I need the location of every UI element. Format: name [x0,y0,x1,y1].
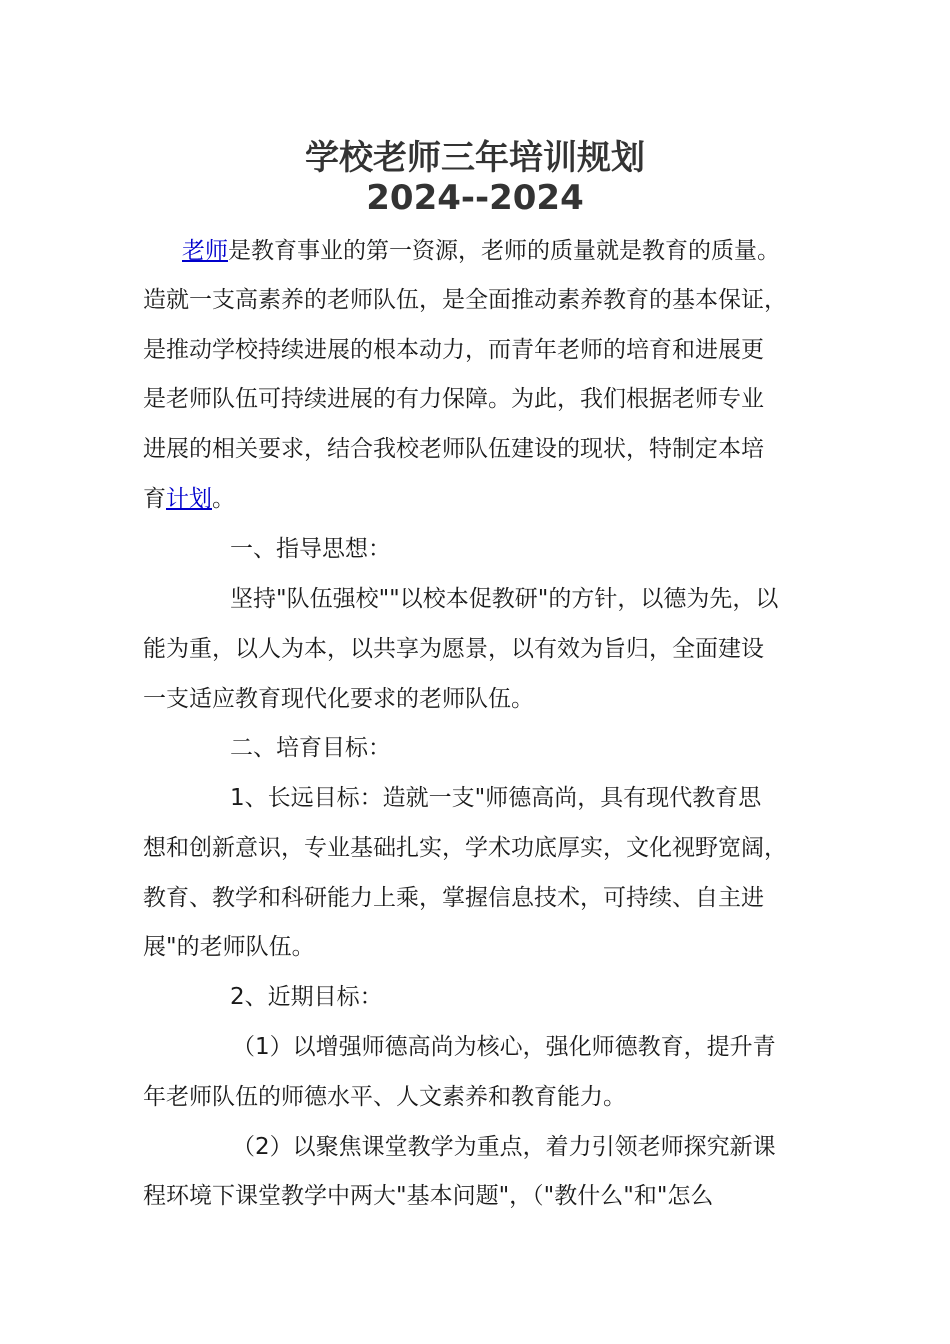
goal-2-heading: 2、近期目标： [230,984,383,1010]
section-1-line-2: 能为重，以人为本，以共享为愿景，以有效为旨归，全面建设 [143,636,764,662]
point-1-line-1: （1）以增强师德高尚为核心，强化师德教育，提升青 [232,1034,776,1060]
intro-line-1-text: 是教育事业的第一资源，老师的质量就是教育的质量。 [228,238,780,264]
intro-line-6 [143,484,235,514]
goal-1-line-1: 1、长远目标：造就一支"师德高尚，具有现代教育思 [230,785,762,811]
goal-1-line-4: 展"的老师队伍。 [143,934,315,960]
intro-line-6-pre: 育 [143,486,166,512]
teacher-link[interactable]: 老师 [182,238,228,264]
intro-line-4: 是老师队伍可持续进展的有力保障。为此，我们根据老师专业 [143,386,764,412]
doc-title: 学校老师三年培训规划 [305,138,645,178]
section-1-line-3: 一支适应教育现代化要求的老师队伍。 [143,686,534,712]
point-2-line-2: 程环境下课堂教学中两大"基本问题"，（"教什么"和"怎么 [143,1183,714,1209]
section-2-heading: 二、培育目标： [230,735,391,761]
plan-link[interactable]: 计划 [166,486,212,512]
goal-1-line-2: 想和创新意识，专业基础扎实，学术功底厚实，文化视野宽阔， [143,835,787,861]
intro-line-6-post: 。 [212,486,235,512]
intro-line-1 [182,236,780,266]
intro-line-3: 是推动学校持续进展的根本动力，而青年老师的培育和进展更 [143,337,764,363]
intro-line-2: 造就一支高素养的老师队伍，是全面推动素养教育的基本保证， [143,287,787,313]
intro-line-5: 进展的相关要求，结合我校老师队伍建设的现状，特制定本培 [143,436,764,462]
section-1-heading: 一、指导思想： [230,536,391,562]
section-1-line-1: 坚持"队伍强校""以校本促教研"的方针，以德为先，以 [230,586,779,612]
point-2-line-1: （2）以聚焦课堂教学为重点，着力引领老师探究新课 [232,1134,776,1160]
goal-1-line-3: 教育、教学和科研能力上乘，掌握信息技术，可持续、自主进 [143,885,764,911]
doc-title-years: 2024--2024 [366,178,584,218]
point-1-line-2: 年老师队伍的师德水平、人文素养和教育能力。 [143,1084,626,1110]
